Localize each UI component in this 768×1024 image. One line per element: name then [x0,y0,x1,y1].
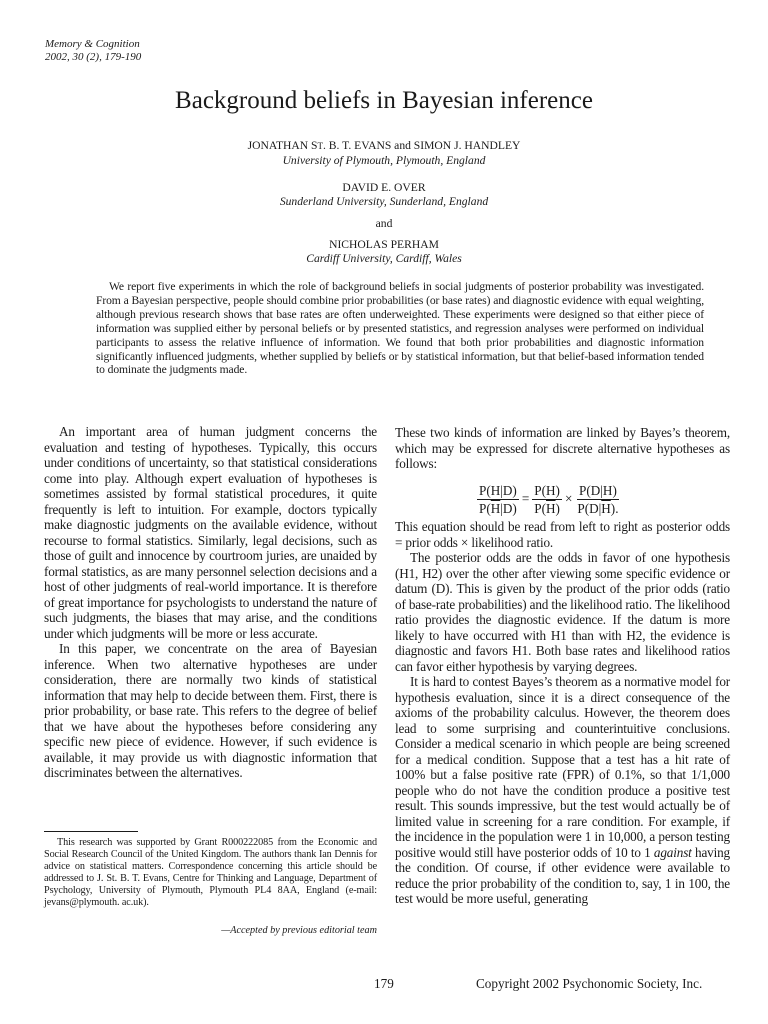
footnote-divider [44,831,138,832]
author-line-2: DAVID E. OVER [342,181,426,194]
right-column [395,519,730,907]
author-line-3: NICHOLAS PERHAM [329,238,439,251]
equals-sign: = [521,491,530,506]
affiliation-3: Cardiff University, Cardiff, Wales [306,252,462,265]
posterior-odds-fraction [477,482,519,517]
paragraph: The posterior odds are the odds in favor of one hypothesis (H1, H2) over the other after viewing some specific evidence or datum (D). This is given by the product of the prior odds (ratio of base-rate probabilities) and the likelihood ratio. The likelihood ratio provides the diagnostic evidence. If the datum is more likely to have occurred with H1 than with H2, the evidence is diagnostic and favors H1. Both base rates and likelihood ratios can favor either hypothesis by varying degrees. [395,550,730,674]
abstract: We report five experiments in which the role of background beliefs in social judgments of posterior probability was investigated. From a Bayesian perspective, people should combine prior probabilities (or base rates) and diagnostic evidence with equal weighting, although previous research shows that base rates are often underweighted. These experiments were designed so that either piece of information was supplied either by personal beliefs or by presented statistics, and regression analyses were performed on individual participants to assess the relative influence of information. We found that both prior probabilities and diagnostic information significantly influenced judgments, whether supplied by beliefs or by statistical information, but that belief-based information tended to dominate the judgments made. [96,280,704,377]
journal-name: Memory & Cognition [45,38,140,50]
journal-citation: 2002, 30 (2), 179-190 [45,51,142,63]
accepted-note: —Accepted by previous editorial team [221,925,377,936]
article-title: Background beliefs in Bayesian inference [175,87,593,114]
denominator: $P(\overline{H}|D)$ [479,500,517,516]
denominator: $P(D|\overline{H})$. [577,500,619,516]
paragraph: These two kinds of information are linked by Bayes’s theorem, which may be expressed for discrete alternative hypotheses as follows: [395,425,730,471]
author-line-1: JONATHAN ST. B. T. EVANS and SIMON J. HANDLEY [247,139,521,152]
page-number: 179 [374,976,394,991]
paragraph: This equation should be read from left to right as posterior odds = prior odds × likelihood ratio. [395,519,730,550]
footnote: This research was supported by Grant R000222085 from the Economic and Social Research Council of the United Kingdom. The authors thank Ian Dennis for advice on statistical matters. Correspondence concerning this article should be addressed to J. St. B. T. Evans, Centre for Thinking and Language, Department of Psychology, University of Plymouth, Plymouth PL4 8AA, England (e-mail: jevans@plymouth. ac.uk). [44,837,377,909]
times-sign: × [564,491,573,506]
numerator: P(H|D) [479,482,517,498]
emphasis: against [653,844,692,860]
likelihood-ratio-fraction [575,482,620,517]
denominator: $P(\overline{H})$ [534,500,560,516]
affiliation-2: Sunderland University, Sunderland, England [279,195,489,208]
copyright: Copyright 2002 Psychonomic Society, Inc. [476,976,703,991]
right-column-intro [395,425,730,472]
journal-header [45,38,141,64]
paragraph: An important area of human judgment concerns the evaluation and testing of hypotheses. Typically, this occurs under conditions of uncertainty, so that statistical considerations come into play. Although expert evaluation of hypotheses is sometimes assisted by formal statistical procedures, it quite frequently is left to intuition. For example, doctors typically make diagnostic judgments on the available evidence, without recourse to formal statistics. Similarly, legal decisions, such as those of guilt and innocence by courtroom juries, are unaided by formal statistics, as are many personnel selection decisions and a host of other judgments of real-world importance. It is therefore of great importance for psychologists to understand the nature of such judgments, the biases that may arise, and the conditions under which judgments will be more or less accurate. [44,424,377,641]
paragraph: It is hard to contest Bayes’s theorem as a normative model for hypothesis evaluation, since it is a direct consequence of the axioms of the probability calculus. However, the theorem does lead to some surprising and counterintuitive conclusions. Consider a medical scenario in which people are being screened for a medical condition. Suppose that a test has a hit rate of 100% but a false positive rate (FPR) of 0.1%, so that 1/1,000 people who do not have the condition produce a positive test result. This sounds impressive, but the test would actually be of limited value in screening for a rare condition. For example, if the incidence in the population were 1 in 10,000, a person testing positive would still have posterior odds of 10 to 1 against having the condition. Of course, if other evidence were available to reduce the prior probability of the condition to, say, 1 in 100, the test would be more useful, generating [395,674,730,906]
numerator: P(H) [534,482,560,498]
left-column [44,424,377,781]
affiliation-1: University of Plymouth, Plymouth, England [282,154,486,167]
prior-odds-fraction [532,482,562,517]
paragraph: In this paper, we concentrate on the area of Bayesian inference. When two alternative hypotheses are under consideration, there are normally two kinds of statistical information that may help to decide between them. First, there is prior probability, or base rate. This refers to the degree of belief that we have about the hypotheses before considering any specific new piece of evidence. However, if such evidence is available, it may provide us with diagnostic information that discriminates between the alternatives. [44,641,377,780]
numerator: P(D|H) [579,482,617,498]
bayes-equation [475,478,623,520]
and-separator: and [375,217,393,230]
